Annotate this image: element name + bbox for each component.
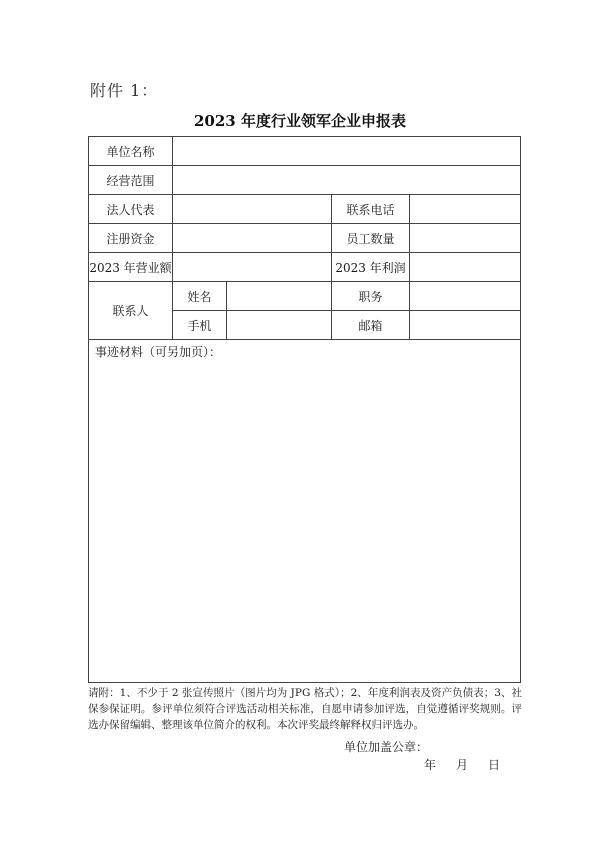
employee-count-field[interactable] xyxy=(410,224,521,253)
business-scope-label: 经营范围 xyxy=(89,166,173,195)
month-label: 月 xyxy=(456,758,469,772)
footer-notes: 请附：1、不少于 2 张宣传照片（图片均为 JPG 格式）；2、年度利润表及资产负债表；3、社保参保证明。参评单位须符合评选活动相关标准，自愿申请参加评选，自觉遵循评奖规则。评选办保留编辑、整理该单位简介的权利。本次评奖最终解释权归评选办。 xyxy=(88,687,522,731)
contact-person-label: 联系人 xyxy=(89,282,173,340)
table-row xyxy=(89,137,521,166)
mobile-field[interactable] xyxy=(227,311,332,340)
profit-field[interactable] xyxy=(410,253,521,282)
email-label: 邮箱 xyxy=(332,311,410,340)
table-row xyxy=(89,195,521,224)
attachment-label: 附件 1： xyxy=(90,81,159,100)
mobile-label: 手机 xyxy=(173,311,227,340)
employee-count-label: 员工数量 xyxy=(332,224,410,253)
form-title: 2023 年度行业领军企业申报表 xyxy=(194,112,406,130)
name-label: 姓名 xyxy=(173,282,227,311)
legal-rep-label: 法人代表 xyxy=(89,195,173,224)
day-label: 日 xyxy=(488,758,501,772)
table-row xyxy=(89,282,521,311)
email-field[interactable] xyxy=(410,311,521,340)
seal-label: 单位加盖公章： xyxy=(344,740,429,754)
year-label: 年 xyxy=(424,758,437,772)
registered-capital-label: 注册资金 xyxy=(89,224,173,253)
table-row xyxy=(89,253,521,282)
table-row xyxy=(89,340,521,683)
position-label: 职务 xyxy=(332,282,410,311)
table-row xyxy=(89,224,521,253)
legal-rep-field[interactable] xyxy=(173,195,332,224)
materials-field[interactable] xyxy=(89,340,521,683)
position-field[interactable] xyxy=(410,282,521,311)
revenue-field[interactable] xyxy=(173,253,332,282)
business-scope-field[interactable] xyxy=(173,166,521,195)
date-line xyxy=(424,756,500,773)
registered-capital-field[interactable] xyxy=(173,224,332,253)
contact-phone-label: 联系电话 xyxy=(332,195,410,224)
revenue-label: 2023 年营业额 xyxy=(89,253,173,282)
name-field[interactable] xyxy=(227,282,332,311)
company-name-label: 单位名称 xyxy=(89,137,173,166)
contact-phone-field[interactable] xyxy=(410,195,521,224)
company-name-field[interactable] xyxy=(173,137,521,166)
table-row xyxy=(89,166,521,195)
application-form-table xyxy=(88,136,521,683)
profit-label: 2023 年利润 xyxy=(332,253,410,282)
materials-label: 事迹材料（可另加页）： xyxy=(95,345,222,359)
